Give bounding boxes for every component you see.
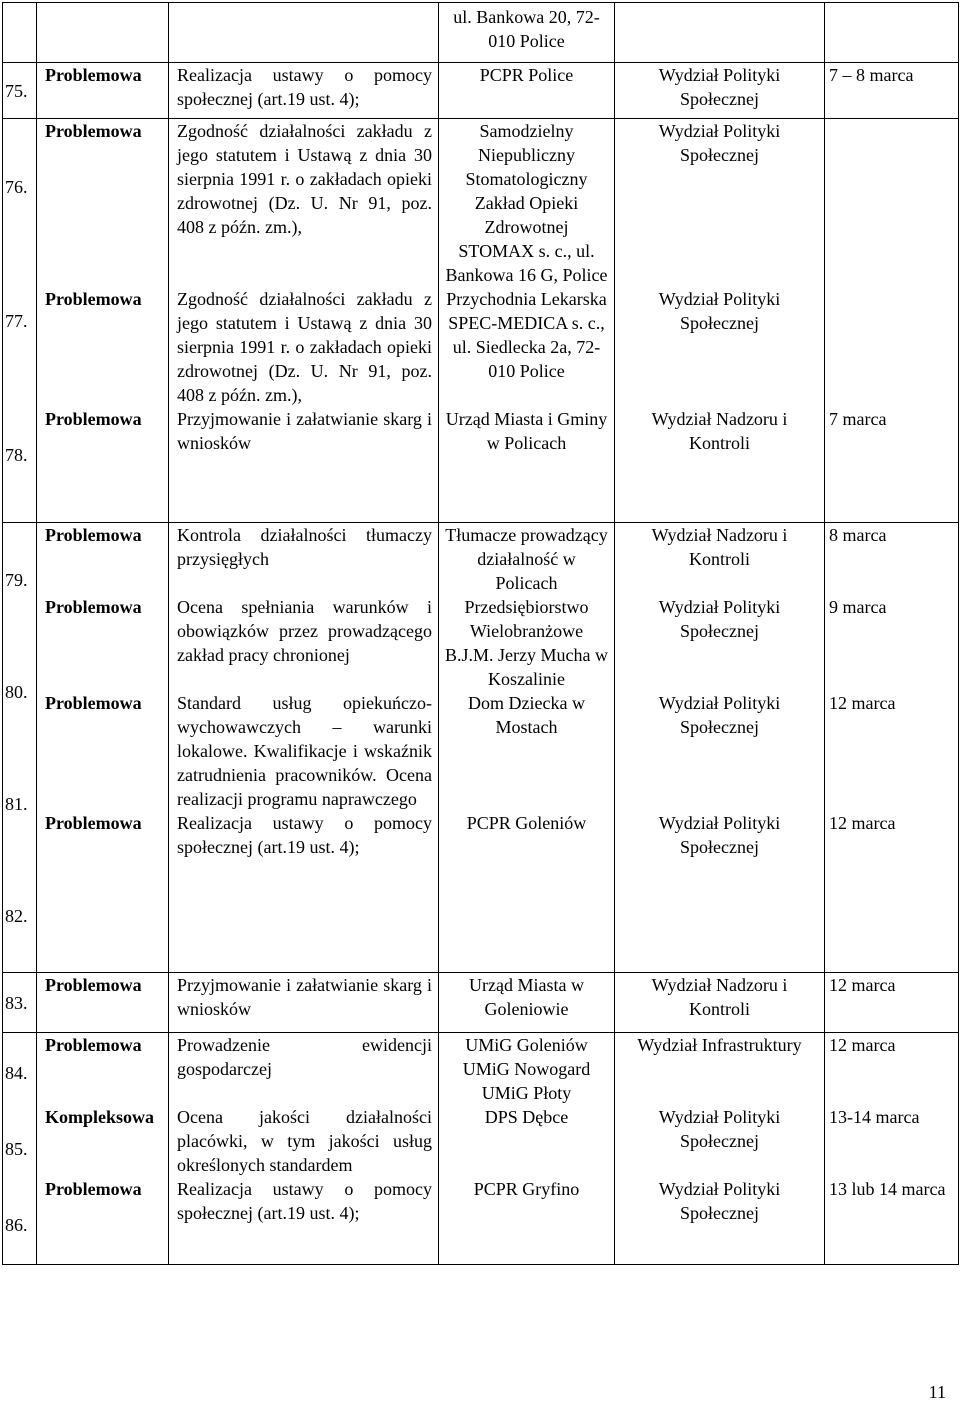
inspected-unit: PCPR Goleniów: [466, 813, 587, 833]
cell-no: [3, 119, 37, 523]
inspection-type: Problemowa: [45, 1179, 142, 1199]
table-row: [3, 973, 959, 1033]
inspection-topic: Ocena jakości działalności placówki, w tym jakości usług określonych standardem: [177, 1107, 432, 1175]
table-row: [3, 523, 959, 973]
inspection-topic: Przyjmowanie i załatwianie skarg i wniosków: [177, 975, 432, 1019]
inspection-date: 13 lub 14 marca: [829, 1179, 946, 1199]
cell-type: [37, 119, 169, 523]
cell-topic: [169, 3, 439, 63]
cell-type: [37, 3, 169, 63]
cell-unit: [439, 523, 615, 973]
inspection-topic: Realizacja ustawy o pomocy społecznej (art.19 ust. 4);: [177, 65, 432, 109]
inspected-unit: DPS Dębce: [484, 1107, 569, 1127]
cell-topic: [169, 1033, 439, 1265]
cell-date: [825, 119, 959, 523]
inspection-topic: Standard usług opiekuńczo-wychowawczych – warunki lokalowe. Kwalifikacje i wskaźnik zatrudnienia pracowników. Ocena realizacji programu naprawczego: [177, 693, 432, 809]
table-row: [3, 119, 959, 523]
cell-topic: [169, 523, 439, 973]
responsible-department: Wydział Nadzoru i Kontroli: [651, 525, 788, 569]
inspection-type: Problemowa: [45, 1035, 142, 1055]
inspection-date: 8 marca: [829, 525, 887, 545]
inspection-type: Problemowa: [45, 409, 142, 429]
table-row-header-continuation: [3, 3, 959, 63]
cell-type: [37, 973, 169, 1033]
cell-no: [3, 3, 37, 63]
inspection-date: 7 marca: [829, 409, 887, 429]
cell-dept: [615, 3, 825, 63]
row-number: 75.: [5, 80, 28, 101]
cell-dept: [615, 63, 825, 119]
cell-unit: [439, 3, 615, 63]
cell-unit: [439, 63, 615, 119]
inspected-unit: PCPR Police: [479, 65, 574, 85]
row-number: 85.: [5, 1138, 28, 1159]
row-number: 76.: [5, 176, 28, 197]
inspection-topic: Realizacja ustawy o pomocy społecznej (art.19 ust. 4);: [177, 813, 432, 857]
cell-date: [825, 3, 959, 63]
inspection-type: Problemowa: [45, 289, 142, 309]
cell-no: [3, 523, 37, 973]
cell-type: [37, 1033, 169, 1265]
responsible-department: Wydział Nadzoru i Kontroli: [651, 975, 788, 1019]
inspection-type: Problemowa: [45, 121, 142, 141]
inspection-date: 12 marca: [829, 813, 896, 833]
cell-unit: [439, 1033, 615, 1265]
cell-no: [3, 1033, 37, 1265]
responsible-department: Wydział Polityki Społecznej: [658, 121, 781, 165]
inspection-plan-table: [2, 2, 959, 1265]
responsible-department: Wydział Polityki Społecznej: [658, 1179, 781, 1223]
date-spacer: [829, 287, 954, 407]
responsible-department: Wydział Nadzoru i Kontroli: [651, 409, 788, 453]
inspection-topic: Kontrola działalności tłumaczy przysięgłych: [177, 525, 432, 569]
row-number: 84.: [5, 1062, 28, 1083]
page-number: 11: [928, 1382, 946, 1402]
row-number: 78.: [5, 444, 28, 465]
cell-date: [825, 523, 959, 973]
responsible-department: Wydział Infrastruktury: [637, 1035, 802, 1055]
inspected-unit: Urząd Miasta w Goleniowie: [469, 975, 584, 1019]
cell-date: [825, 973, 959, 1033]
cell-date: [825, 63, 959, 119]
inspection-topic: Zgodność działalności zakładu z jego statutem i Ustawą z dnia 30 sierpnia 1991 r. o zakładach opieki zdrowotnej (Dz. U. Nr 91, poz. 408 z późn. zm.),: [177, 289, 432, 405]
inspection-date: 7 – 8 marca: [829, 65, 914, 85]
unit-address: ul. Bankowa 20, 72-010 Police: [453, 7, 600, 51]
cell-date: [825, 1033, 959, 1265]
cell-dept: [615, 1033, 825, 1265]
inspection-type: Problemowa: [45, 975, 142, 995]
inspection-type: Problemowa: [45, 597, 142, 617]
row-number: 77.: [5, 310, 28, 331]
row-number: 81.: [5, 793, 28, 814]
cell-type: [37, 523, 169, 973]
responsible-department: Wydział Polityki Społecznej: [658, 289, 781, 333]
cell-unit: [439, 119, 615, 523]
responsible-department: Wydział Polityki Społecznej: [658, 813, 781, 857]
inspected-unit: PCPR Gryfino: [473, 1179, 580, 1199]
inspected-unit: UMiG Goleniów UMiG Nowogard UMiG Płoty: [462, 1035, 591, 1103]
row-number: 80.: [5, 681, 28, 702]
inspection-topic: Zgodność działalności zakładu z jego statutem i Ustawą z dnia 30 sierpnia 1991 r. o zakładach opieki zdrowotnej (Dz. U. Nr 91, poz. 408 z późn. zm.),: [177, 121, 432, 237]
inspected-unit: Tłumacze prowadzący działalność w Policach: [445, 525, 608, 593]
row-number: 86.: [5, 1214, 28, 1235]
cell-topic: [169, 973, 439, 1033]
inspection-type: Problemowa: [45, 813, 142, 833]
inspection-type: Problemowa: [45, 65, 142, 85]
inspection-date: 9 marca: [829, 597, 887, 617]
cell-dept: [615, 973, 825, 1033]
date-spacer: [829, 119, 954, 287]
responsible-department: Wydział Polityki Społecznej: [658, 65, 781, 109]
cell-type: [37, 63, 169, 119]
cell-unit: [439, 973, 615, 1033]
row-number: 79.: [5, 569, 28, 590]
cell-no: [3, 63, 37, 119]
inspection-topic: Prowadzenie ewidencji gospodarczej: [177, 1035, 432, 1079]
row-number: 82.: [5, 905, 28, 926]
cell-topic: [169, 119, 439, 523]
responsible-department: Wydział Polityki Społecznej: [658, 597, 781, 641]
responsible-department: Wydział Polityki Społecznej: [658, 693, 781, 737]
inspected-unit: Samodzielny Niepubliczny Stomatologiczny Zakład Opieki Zdrowotnej STOMAX s. c., ul. Bankowa 16 G, Police: [445, 121, 608, 285]
inspection-topic: Przyjmowanie i załatwianie skarg i wniosków: [177, 409, 432, 453]
inspection-type: Kompleksowa: [45, 1107, 155, 1127]
row-number: 83.: [5, 992, 28, 1013]
inspection-date: 12 marca: [829, 693, 896, 713]
inspection-date: 12 marca: [829, 975, 896, 995]
table-body: [3, 3, 959, 1265]
table-row: [3, 1033, 959, 1265]
inspected-unit: Dom Dziecka w Mostach: [468, 693, 585, 737]
inspected-unit: Przedsiębiorstwo Wielobranżowe B.J.M. Jerzy Mucha w Koszalinie: [445, 597, 608, 689]
inspection-date: 13-14 marca: [829, 1107, 920, 1127]
cell-no: [3, 973, 37, 1033]
cell-topic: [169, 63, 439, 119]
inspected-unit: Przychodnia Lekarska SPEC-MEDICA s. c., ul. Siedlecka 2a, 72-010 Police: [446, 289, 607, 381]
inspection-type: Problemowa: [45, 693, 142, 713]
inspection-date: 12 marca: [829, 1035, 896, 1055]
table-row: [3, 63, 959, 119]
inspection-type: Problemowa: [45, 525, 142, 545]
inspected-unit: Urząd Miasta i Gminy w Policach: [445, 409, 608, 453]
responsible-department: Wydział Polityki Społecznej: [658, 1107, 781, 1151]
cell-dept: [615, 523, 825, 973]
cell-dept: [615, 119, 825, 523]
inspection-topic: Ocena spełniania warunków i obowiązków przez prowadzącego zakład pracy chronionej: [177, 597, 432, 665]
inspection-topic: Realizacja ustawy o pomocy społecznej (art.19 ust. 4);: [177, 1179, 432, 1223]
